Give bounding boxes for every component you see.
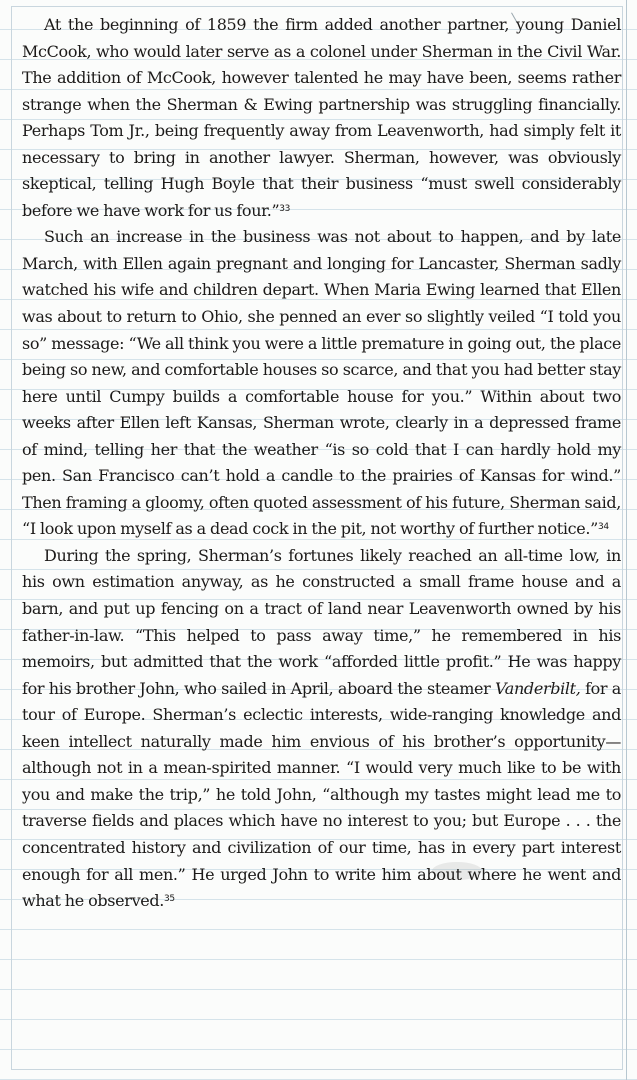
paragraph-3-text-before: During the spring, Sherman’s fortunes likely reached an all-time low, in his own estimation anyway, as he constructed a small frame house and a barn, and put up fencing on a tract of land near Leavenworth owned by his father-in-law. “This helped to pass away time,” he remembered in his memoirs, but admitted that the work “afforded little profit.” He was happy for his brother John, who sailed in April, aboard the steamer [22,545,621,698]
paragraph-2-text: Such an increase in the business was not about to happen, and by late March, with Ellen again pregnant and longing for Lancaster, Sherman sadly watched his wife and children depart. When Maria Ewing learned that Ellen was about to return to Ohio, she penned an ever so slightly veiled “I told you so” message: “We all think you were a little premature in going out, the place being so new, and comfortable houses so scarce, and that you had better stay here until Cumpy builds a comfortable house for you.” Within about two weeks after Ellen left Kansas, Sherman wrote, clearly in a depressed frame of mind, telling her that the weather “is so cold that I can hardly hold my pen. San Francisco can’t hold a candle to the prairies of Kansas for wind.” Then framing a gloomy, often quoted assessment of his future, Sherman said, “I look upon myself as a dead cock in the pit, not worthy of further notice.” [22,227,621,539]
paragraph-1 [22,12,621,224]
footnote-ref-34: 34 [597,522,609,533]
paragraph-1-text: At the beginning of 1859 the firm added another partner, young Daniel McCook, who would later serve as a colonel under Sherman in the Civil War. The addition of McCook, however talented he may have been, seems rather strange when the Sherman & Ewing partnership was struggling financially. Perhaps Tom Jr., being frequently away from Leavenworth, had simply felt it necessary to bring in another lawyer. Sherman, however, was obviously skeptical, telling Hugh Boyle that their business “must swell considerably before we have work for us four.” [22,15,621,220]
ship-name: Vanderbilt, [495,678,581,698]
footnote-ref-35: 35 [164,894,175,905]
paragraph-3 [22,543,621,915]
paragraph-2 [22,224,621,543]
body-text [22,12,621,915]
paragraph-3-text-after: for a tour of Europe. Sherman’s eclectic interests, wide-ranging knowledge and keen intellect naturally made him envious of his brother’s opportunity—although not in a mean-spirited manner. “I would very much like to be with you and make the trip,” he told John, “although my tastes might lead me to traverse fields and places which have no interest to you; but Europe . . . the concentrated history and civilization of our time, has in every part interest enough for all men.” He urged John to write him about where he went and what he observed. [22,678,621,911]
footnote-ref-33: 33 [279,203,291,214]
